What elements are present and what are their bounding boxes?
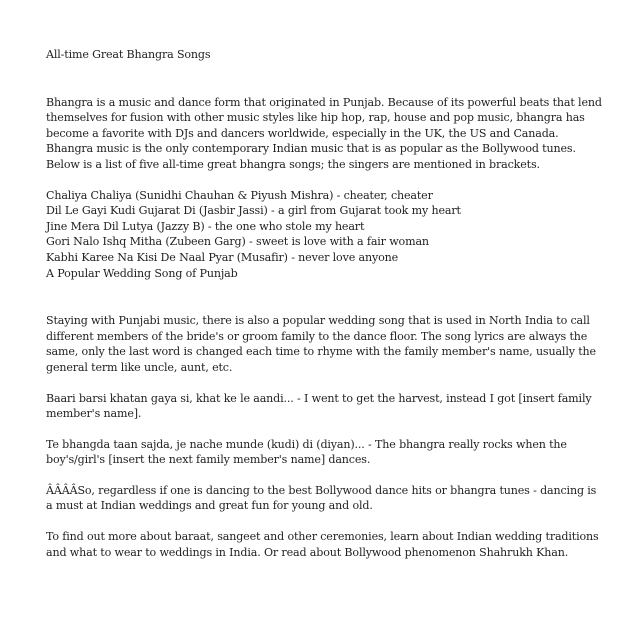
wedding-paragraph: Staying with Punjabi music, there is also a popular wedding song that is used in North India to call different members of the bride's or groom family to the dance floor. The song lyrics are always the same, only the last word is changed each time to rhyme with the family member's name, usually the general term like uncle, aunt, etc. — [46, 314, 596, 374]
spacer — [46, 173, 606, 188]
find-out-more-paragraph: To find out more about baraat, sangeet and other ceremonies, learn about Indian wedding traditions and what to wear to weddings in India. Or read about Bollywood phenomenon Shahrukh Khan. — [46, 530, 599, 559]
spacer — [46, 63, 606, 95]
closing-paragraph: ÂÂÂÂSo, regardless if one is dancing to the best Bollywood dance hits or bhangra tunes - dancing is a must at Indian weddings and great fun for young and old. — [46, 483, 597, 513]
section-heading: A Popular Wedding Song of Punjab — [46, 266, 238, 280]
song-item: Dil Le Gayi Kudi Gujarat Di (Jasbir Jassi) - a girl from Gujarat took my heart — [46, 204, 461, 218]
intro-paragraph: Bhangra is a music and dance form that originated in Punjab. Because of its powerful beats that lend themselves for fusion with other music styles like hip hop, rap, house and pop music, bhangra has become a favorite with DJs and dancers worldwide, especially in the UK, the US and Canada. Bhangra music is the only contemporary Indian music that is as popular as the Bollywood tunes. Below is a list of five all-time great bhangra songs; the singers are mentioned in brackets. — [46, 95, 602, 171]
lyric-paragraph-1: Baari barsi khatan gaya si, khat ke le aandi... - I went to get the harvest, instead I got [insert family member's name]. — [46, 391, 592, 421]
document-title: All-time Great Bhangra Songs — [46, 48, 211, 61]
spacer — [46, 514, 606, 529]
document-body — [46, 47, 606, 560]
spacer — [46, 468, 606, 483]
spacer — [46, 281, 606, 313]
lyric-paragraph-2: Te bhangda taan sajda, je nache munde (kudi) di (diyan)... - The bhangra really rocks when the boy's/girl's [insert the next family member's name] dances. — [46, 437, 567, 467]
song-item: Kabhi Karee Na Kisi De Naal Pyar (Musafir) - never love anyone — [46, 250, 399, 264]
song-item: Gori Nalo Ishq Mitha (Zubeen Garg) - sweet is love with a fair woman — [46, 235, 429, 249]
spacer — [46, 376, 606, 391]
spacer — [46, 422, 606, 437]
song-item: Jine Mera Dil Lutya (Jazzy B) - the one who stole my heart — [46, 219, 365, 233]
song-list — [46, 188, 606, 282]
song-item: Chaliya Chaliya (Sunidhi Chauhan & Piyush Mishra) - cheater, cheater — [46, 188, 433, 202]
